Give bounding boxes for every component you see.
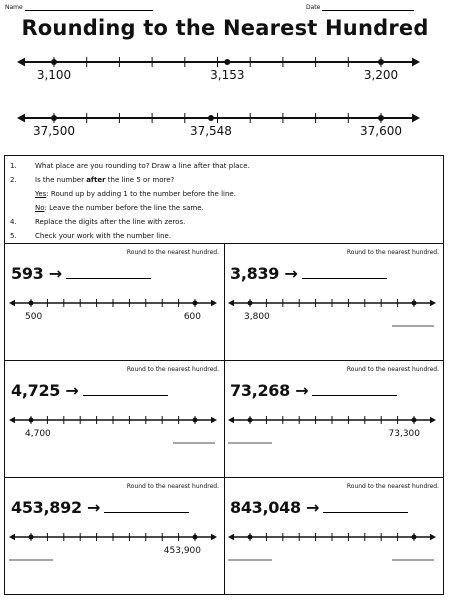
arrow-left-icon <box>17 114 25 123</box>
date-label: Date <box>306 4 321 11</box>
problem-value: 3,839 → <box>230 264 298 283</box>
problem-grid <box>4 243 444 595</box>
arrow-right-icon <box>430 534 436 541</box>
instruction-text: Round to the nearest hundred. <box>126 249 219 256</box>
problem-cell <box>224 361 444 478</box>
arrow-right-icon <box>211 417 217 424</box>
arrow-right-icon <box>430 417 436 424</box>
point-left <box>248 535 253 540</box>
instruction-text: Round to the nearest hundred. <box>346 249 439 256</box>
point-left <box>29 301 34 306</box>
point-value <box>208 115 214 121</box>
problem-value: 593 → <box>11 264 62 283</box>
problem-number-line <box>224 478 442 594</box>
example-left-label: 37,500 <box>33 124 75 138</box>
problem-cell <box>5 361 225 478</box>
point-right <box>193 535 198 540</box>
name-label: Name <box>5 4 23 11</box>
arrow-left-icon <box>228 417 234 424</box>
problem-value: 73,268 → <box>230 381 309 400</box>
arrow-right-icon <box>211 534 217 541</box>
point-right <box>412 418 417 423</box>
instruction-text: Round to the nearest hundred. <box>346 366 439 373</box>
arrow-left-icon <box>9 300 15 307</box>
instruction-text: Round to the nearest hundred. <box>126 366 219 373</box>
example-point-label: 3,153 <box>210 68 245 82</box>
problem-cell <box>5 244 225 361</box>
point-right <box>193 301 198 306</box>
problem-number-line <box>5 244 223 360</box>
point-right <box>378 59 384 65</box>
right-endpoint-label: 600 <box>183 312 201 322</box>
point-right <box>412 301 417 306</box>
left-endpoint-label: 500 <box>25 312 43 322</box>
point-right <box>378 115 384 121</box>
problem-value: 453,892 → <box>11 498 101 517</box>
point-left <box>29 418 34 423</box>
point-left <box>29 535 34 540</box>
problem-cell <box>224 478 444 595</box>
right-endpoint-label: 453,900 <box>163 546 201 556</box>
problem-number-line <box>5 361 223 477</box>
problem-cell <box>224 244 444 361</box>
point-right <box>412 535 417 540</box>
left-endpoint-label: 4,700 <box>25 429 51 439</box>
instruction-text: Round to the nearest hundred. <box>346 483 439 490</box>
problem-number-line <box>5 478 223 594</box>
example-right-label: 37,600 <box>360 124 402 138</box>
right-endpoint-label: 73,300 <box>388 429 420 439</box>
arrow-left-icon <box>9 417 15 424</box>
arrow-left-icon <box>9 534 15 541</box>
arrow-left-icon <box>228 300 234 307</box>
point-left <box>51 115 57 121</box>
arrow-right-icon <box>211 300 217 307</box>
point-right <box>193 418 198 423</box>
page-title: Rounding to the Nearest Hundred <box>21 16 429 40</box>
arrow-left-icon <box>228 534 234 541</box>
problem-cell <box>5 478 225 595</box>
arrow-right-icon <box>412 58 420 67</box>
arrow-left-icon <box>17 58 25 67</box>
point-left <box>248 418 253 423</box>
point-value <box>224 59 230 65</box>
problem-number-line <box>224 361 442 477</box>
problem-value: 843,048 → <box>230 498 320 517</box>
steps-box: 1. What place are you rounding to? Draw a line after that place. 2. Is the number after the line 5 or more? Yes: Round up by adding 1 to the number before the line. No: Leave the number before the line the same. 4. Replace the digits after the line with zeros. 5. Check your work with the number line. <box>4 155 444 243</box>
arrow-right-icon <box>430 300 436 307</box>
point-left <box>248 301 253 306</box>
example-right-label: 3,200 <box>363 68 399 82</box>
instruction-text: Round to the nearest hundred. <box>126 483 219 490</box>
problem-number-line <box>224 244 442 360</box>
example-left-label: 3,100 <box>36 68 72 82</box>
example-number-lines <box>0 0 450 150</box>
arrow-right-icon <box>412 114 420 123</box>
point-left <box>51 59 57 65</box>
problem-value: 4,725 → <box>11 381 79 400</box>
example-point-label: 37,548 <box>189 124 232 138</box>
left-endpoint-label: 3,800 <box>244 312 270 322</box>
